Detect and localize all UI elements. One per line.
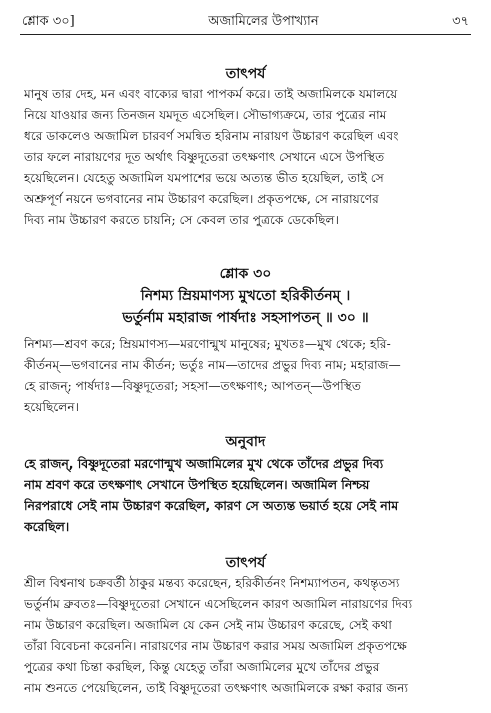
- translation-paragraph: [24, 453, 468, 537]
- text-line: দিব্য নাম উচ্চারণ করতে চায়নি; সে কেবল তার পুত্রকে ডেকেছিল।: [24, 213, 339, 227]
- translation-heading: অনুবাদ: [225, 434, 266, 450]
- text-line: তাঁরা বিবেচনা করেননি। নারায়ণের নাম উচ্চারণ করার সময় অজামিল প্রকৃতপক্ষে: [24, 639, 407, 653]
- header-page-number: ৩৭: [452, 13, 469, 29]
- header-chapter-title: অজামিলের উপাখ্যান: [208, 13, 319, 29]
- text-line: শ্রীল বিশ্বনাথ চক্রবর্তী ঠাকুর মন্তব্য করেছেন, হরিকীর্তনং নিশম্যাপতন, কথন্তৃতস্য: [24, 576, 400, 590]
- purport-paragraph: [24, 84, 468, 231]
- header-rule: [20, 34, 471, 35]
- verse-number: শ্লোক ৩০: [219, 266, 272, 282]
- text-line: ধরে ডাকলেও অজামিল চারবর্ণ সমন্বিত হরিনাম নারায়ণ উচ্চারণ করেছিল এবং: [24, 129, 399, 143]
- purport-paragraph-2: [24, 573, 468, 699]
- text-line: তার ফলে নারায়ণের দূত অর্থাৎ বিষ্ণুদূতেরা তৎক্ষণাৎ সেখানে এসে উপস্থিত: [24, 150, 385, 164]
- text-line: কীর্তনম্—ভগবানের নাম কীর্তন; ভর্তুঃ নাম—তাদের প্রভুর দিব্য নাম; মহারাজ—: [24, 358, 401, 372]
- verse-line-1: নিশম্য ম্রিয়মাণস্য মুখতো হরিকীর্তনম্ ।: [140, 288, 351, 304]
- running-header: [22, 12, 469, 32]
- text-line: নিয়ে যাওয়ার জন্য তিনজন যমদূত এসেছিল। সৌভাগ্যক্রমে, তার পুত্রের নাম: [24, 108, 387, 122]
- purport-heading: তাৎপর্য: [225, 66, 266, 82]
- verse-text: [0, 285, 491, 329]
- purport-heading-2: তাৎপর্য: [225, 555, 266, 571]
- header-verse-ref: শ্লোক ৩০]: [22, 13, 75, 29]
- text-line: মানুষ তার দেহ, মন এবং বাক্যের দ্বারা পাপকর্ম করে। তাই অজামিলকে যমালয়ে: [24, 87, 398, 101]
- verse-line-2: ভর্তুর্নাম মহারাজ পার্ষদাঃ সহসাপতন্ ॥ ৩০ ॥: [122, 310, 369, 326]
- text-line: ভর্তুর্নাম ব্রুবতঃ—বিষ্ণুদূতেরা সেখানে এসেছিলেন কারণ অজামিল নারায়ণের দিব্য: [24, 597, 413, 611]
- text-line: অশ্রুপূর্ণ নয়নে ভগবানের নাম উচ্চারণ করেছিল। প্রকৃতপক্ষে, সে নারায়ণের: [24, 192, 379, 206]
- text-line: নিশম্য—শ্রবণ করে; ম্রিয়মাণস্য—মরণোন্মুখ মানুষের; মুখতঃ—মুখ থেকে; হরি-: [24, 337, 391, 351]
- text-line: নাম শ্রবণ করে তৎক্ষণাৎ সেখানে উপস্থিত হয়েছিলেন। অজামিল নিশ্চয়: [24, 477, 370, 492]
- text-line: হে রাজন্; পার্ষদাঃ—বিষ্ণুদূতেরা; সহসা—তৎক্ষণাৎ; আপতন্—উপস্থিত: [24, 379, 362, 393]
- synonyms-paragraph: [24, 334, 468, 418]
- text-line: হয়েছিলেন। যেহেতু অজামিল যমপাশের ভয়ে অত্যন্ত ভীত হয়েছিল, তাই সে: [24, 171, 384, 185]
- text-line: পুত্রের কথা চিন্তা করছিল, কিন্তু যেহেতু তাঁরা অজামিলের মুখে তাঁদের প্রভুর: [24, 660, 380, 674]
- text-line: করেছিল।: [24, 519, 70, 534]
- text-line: হয়েছিলেন।: [24, 400, 79, 414]
- text-line: নাম শুনতে পেয়েছিলেন, তাই বিষ্ণুদূতেরা তৎক্ষণাৎ অজামিলকে রক্ষা করার জন্য: [24, 681, 409, 695]
- text-line: নাম উচ্চারণ করেছিল। অজামিল যে কেন সেই নাম উচ্চারণ করেছে, সেই কথা: [24, 618, 392, 632]
- text-line: নিরপরাধে সেই নাম উচ্চারণ করেছিল, কারণ সে অত্যন্ত ভয়ার্ত হয়ে সেই নাম: [24, 498, 399, 513]
- text-line: হে রাজন্, বিষ্ণুদূতেরা মরণোন্মুখ অজামিলের মুখ থেকে তাঁদের প্রভুর দিব্য: [24, 456, 384, 471]
